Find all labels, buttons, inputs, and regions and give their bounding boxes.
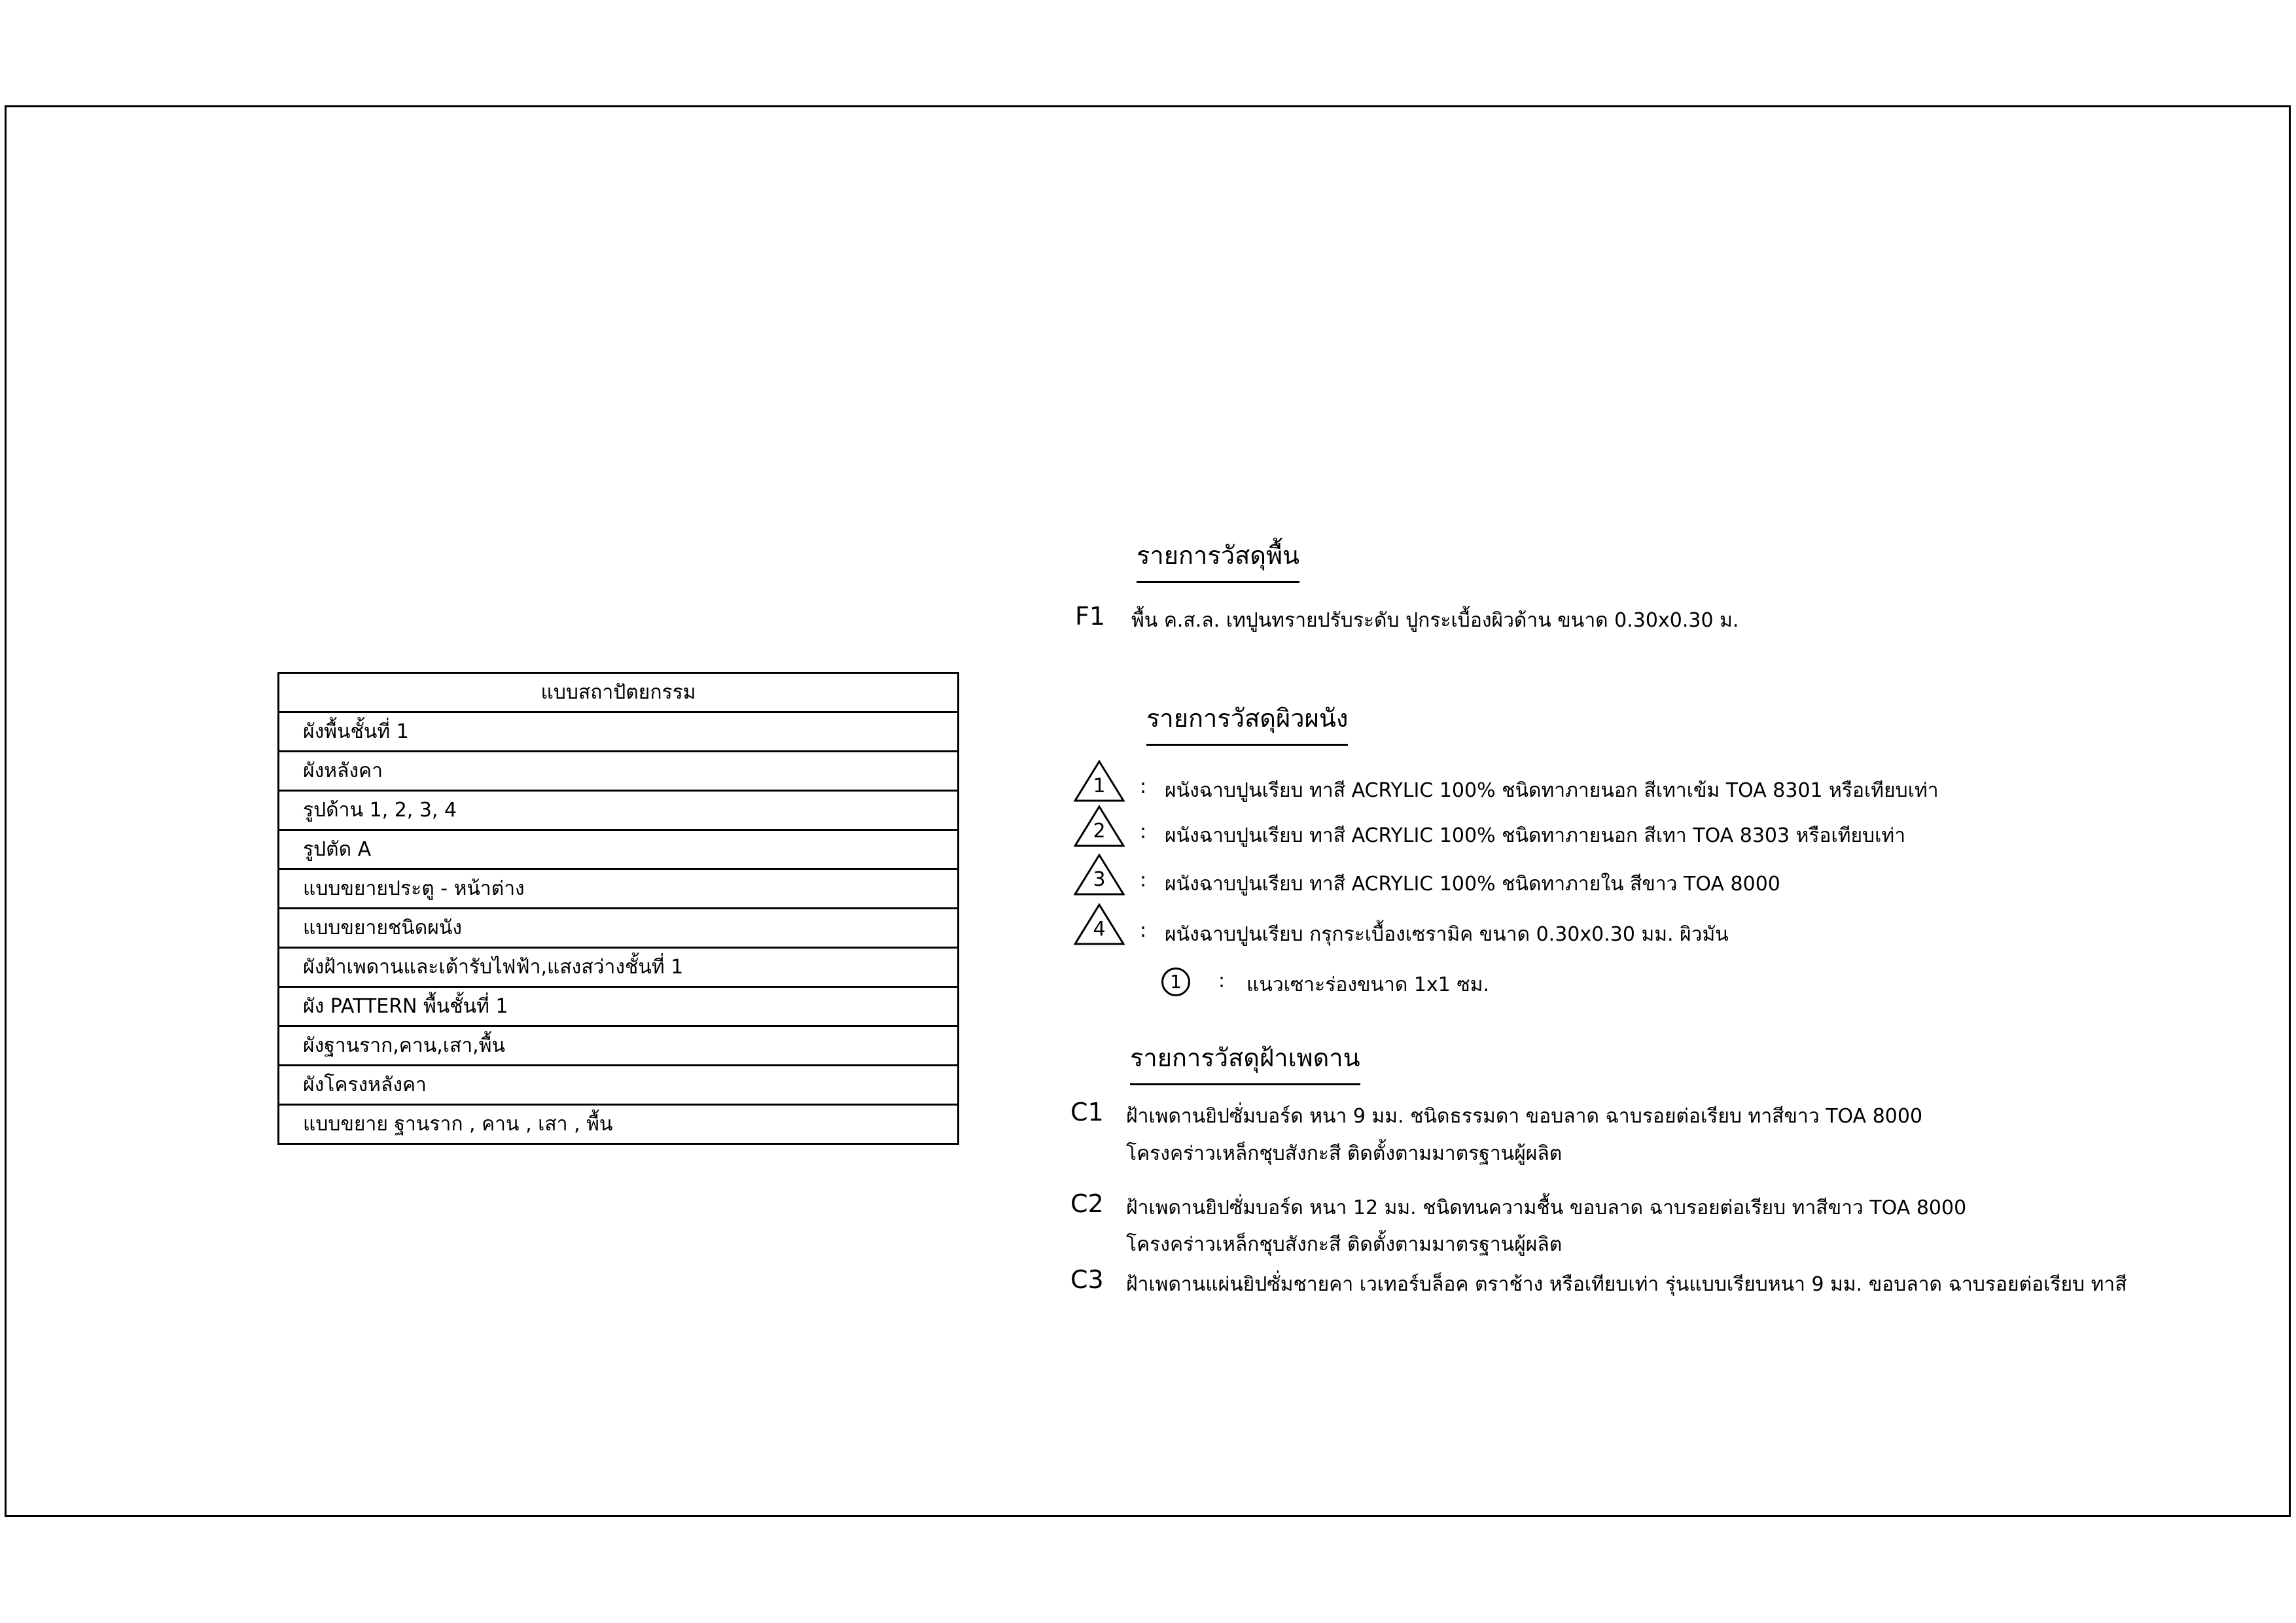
wall-materials-heading: [1146, 698, 1348, 738]
ceiling-code-c2: C2: [1070, 1189, 1104, 1218]
ceiling-heading-text: รายการวัสดุฝ้าเพดาน: [1130, 1043, 1360, 1072]
table-row: [279, 712, 959, 752]
table-cell: ผังฐานราก,คาน,เสา,พื้น: [279, 1026, 959, 1066]
ceiling-code-c1: C1: [1070, 1098, 1104, 1126]
table-cell: รูปด้าน 1, 2, 3, 4: [279, 791, 959, 830]
table-row: [279, 1026, 959, 1066]
colon: :: [1140, 775, 1147, 798]
wall-type-1-symbol: 1: [1074, 760, 1125, 802]
table-cell: ผัง PATTERN พื้นชั้นที่ 1: [279, 987, 959, 1026]
table-row: [279, 1105, 959, 1144]
ceiling-c2-line1: ฝ้าเพดานยิปซั่มบอร์ด หนา 12 มม. ชนิดทนความชื้น ขอบลาด ฉาบรอยต่อเรียบ ทาสีขาว TOA 8000: [1126, 1196, 1967, 1219]
table-cell: ผังหลังคา: [279, 752, 959, 791]
table-row: [279, 987, 959, 1026]
table-row: [279, 1066, 959, 1105]
wall-heading-text: รายการวัสดุผิวผนัง: [1146, 704, 1349, 733]
heading-underline: [1130, 1083, 1360, 1085]
heading-underline: [1146, 744, 1348, 746]
wall-type-3-description: ผนังฉาบปูนเรียบ ทาสี ACRYLIC 100% ชนิดทาภายใน สีขาว TOA 8000: [1165, 873, 1780, 896]
table-header-row: [279, 673, 959, 712]
wall-type-1-description: ผนังฉาบปูนเรียบ ทาสี ACRYLIC 100% ชนิดทาภายนอก สีเทาเข้ม TOA 8301 หรือเทียบเท่า: [1165, 779, 1939, 802]
table-cell: แบบขยายประตู - หน้าต่าง: [279, 869, 959, 909]
ceiling-materials-heading: [1130, 1038, 1360, 1077]
colon: :: [1140, 820, 1147, 843]
table-cell: ผังพื้นชั้นที่ 1: [279, 712, 959, 752]
wall-type-4-description: ผนังฉาบปูนเรียบ กรุกระเบื้องเซรามิค ขนาด 0.30x0.30 มม. ผิวมัน: [1165, 923, 1729, 946]
table-cell: แบบขยายชนิดผนัง: [279, 909, 959, 948]
floor-heading-text: รายการวัสดุพื้น: [1137, 541, 1300, 570]
table-cell: รูปตัด A: [279, 830, 959, 869]
wall-type-2-symbol: 2: [1074, 805, 1125, 847]
drawing-index-table: [277, 672, 959, 1145]
wall-type-2-description: ผนังฉาบปูนเรียบ ทาสี ACRYLIC 100% ชนิดทาภายนอก สีเทา TOA 8303 หรือเทียบเท่า: [1165, 824, 1906, 847]
table-row: [279, 869, 959, 909]
ceiling-c3-line1: ฝ้าเพดานแผ่นยิปซั่มชายคา เวเทอร์บล็อค ตราช้าง หรือเทียบเท่า รุ่นแบบเรียบหนา 9 มม. ขอบลาด ฉาบรอยต่อเรียบ ทาสี: [1126, 1273, 2127, 1296]
ceiling-c1-line2: โครงคร่าวเหล็กชุบสังกะสี ติดตั้งตามมาตรฐานผู้ผลิต: [1126, 1142, 1563, 1165]
wall-type-4-symbol: 4: [1074, 903, 1125, 945]
floor-materials-heading: [1137, 535, 1299, 575]
table-cell: ผังฝ้าเพดานและเต้ารับไฟฟ้า,แสงสว่างชั้นที่ 1: [279, 948, 959, 987]
colon: :: [1218, 969, 1226, 992]
groove-description: แนวเซาะร่องขนาด 1x1 ซม.: [1246, 973, 1490, 996]
table-row: [279, 948, 959, 987]
floor-code: F1: [1075, 602, 1106, 631]
ceiling-c1-line1: ฝ้าเพดานยิปซั่มบอร์ด หนา 9 มม. ชนิดธรรมดา ขอบลาด ฉาบรอยต่อเรียบ ทาสีขาว TOA 8000: [1126, 1105, 1923, 1128]
ceiling-c2-line2: โครงคร่าวเหล็กชุบสังกะสี ติดตั้งตามมาตรฐานผู้ผลิต: [1126, 1233, 1563, 1256]
table-row: [279, 909, 959, 948]
table-cell: ผังโครงหลังคา: [279, 1066, 959, 1105]
table-row: [279, 752, 959, 791]
table-header: แบบสถาปัตยกรรม: [279, 673, 959, 712]
ceiling-code-c3: C3: [1070, 1265, 1104, 1294]
wall-type-3-symbol: 3: [1074, 854, 1125, 896]
table-row: [279, 791, 959, 830]
colon: :: [1140, 869, 1147, 892]
groove-symbol: 1: [1161, 968, 1190, 996]
colon: :: [1140, 919, 1147, 942]
table-cell: แบบขยาย ฐานราก , คาน , เสา , พื้น: [279, 1105, 959, 1144]
floor-description: พื้น ค.ส.ล. เทปูนทรายปรับระดับ ปูกระเบื้องผิวด้าน ขนาด 0.30x0.30 ม.: [1131, 609, 1739, 632]
heading-underline: [1137, 581, 1299, 583]
table-row: [279, 830, 959, 869]
